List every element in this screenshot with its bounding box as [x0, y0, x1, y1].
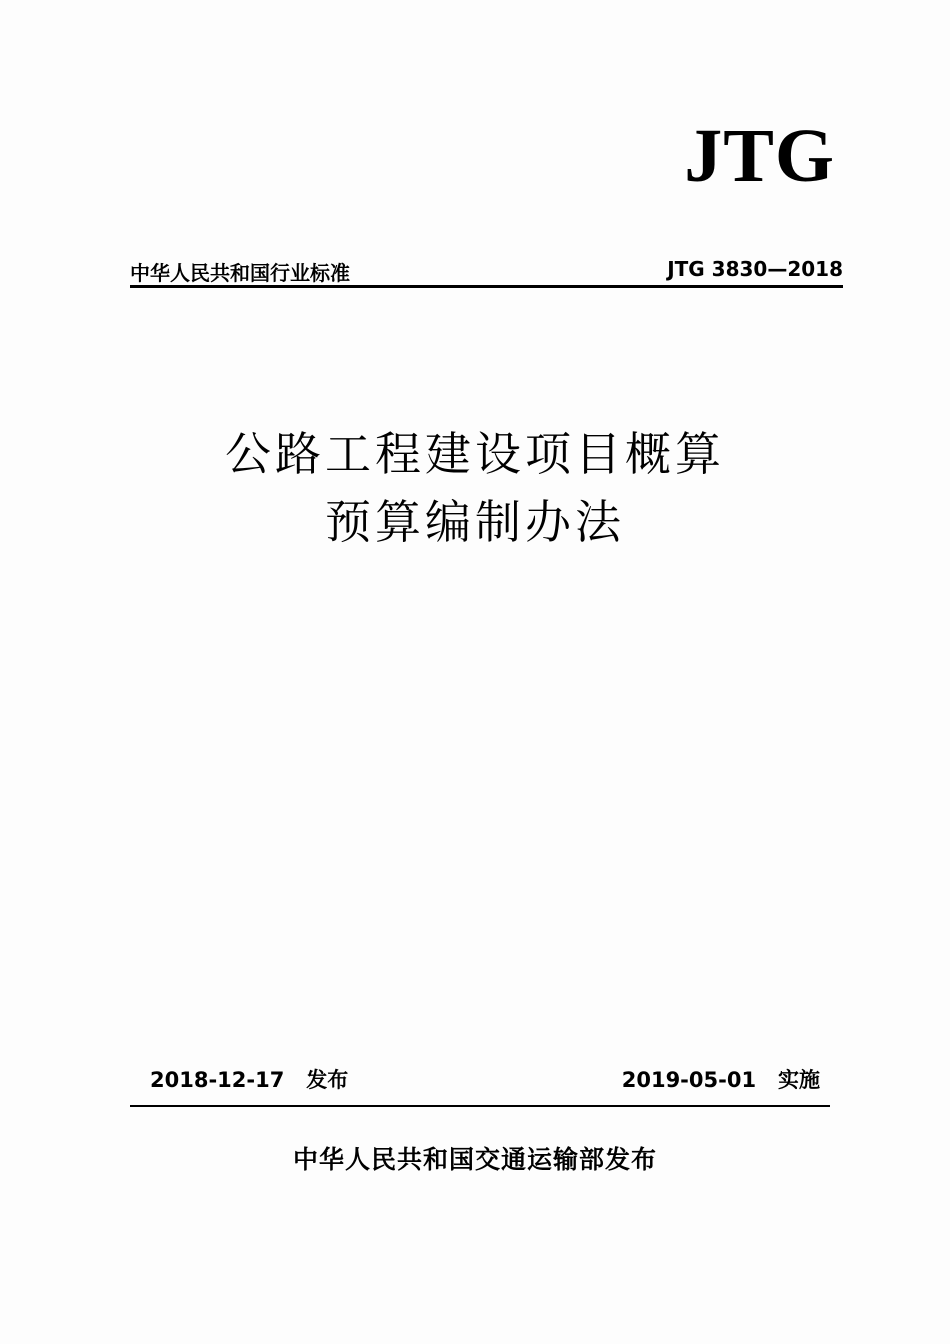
issue-label: 发布: [306, 1068, 349, 1092]
issue-date: 2018-12-17: [150, 1068, 285, 1092]
title-line-2: 预算编制办法: [325, 495, 625, 549]
footer-divider: [130, 1105, 830, 1107]
jtg-logo: JTG: [684, 114, 835, 198]
effective-date: 2019-05-01: [621, 1068, 757, 1092]
title-line-1: 公路工程建设项目概算: [225, 427, 725, 481]
effective-info: [622, 1064, 820, 1094]
effective-label: 实施: [778, 1068, 820, 1092]
header-row: [130, 255, 843, 285]
dates-row: [150, 1064, 820, 1096]
issue-info: [150, 1064, 348, 1094]
document-title: [0, 420, 950, 556]
publisher: 中华人民共和国交通运输部发布: [292, 1145, 657, 1174]
standard-category: 中华人民共和国行业标准: [130, 261, 350, 285]
standard-code: JTG 3830—2018: [667, 257, 843, 281]
header-divider: [130, 285, 843, 288]
